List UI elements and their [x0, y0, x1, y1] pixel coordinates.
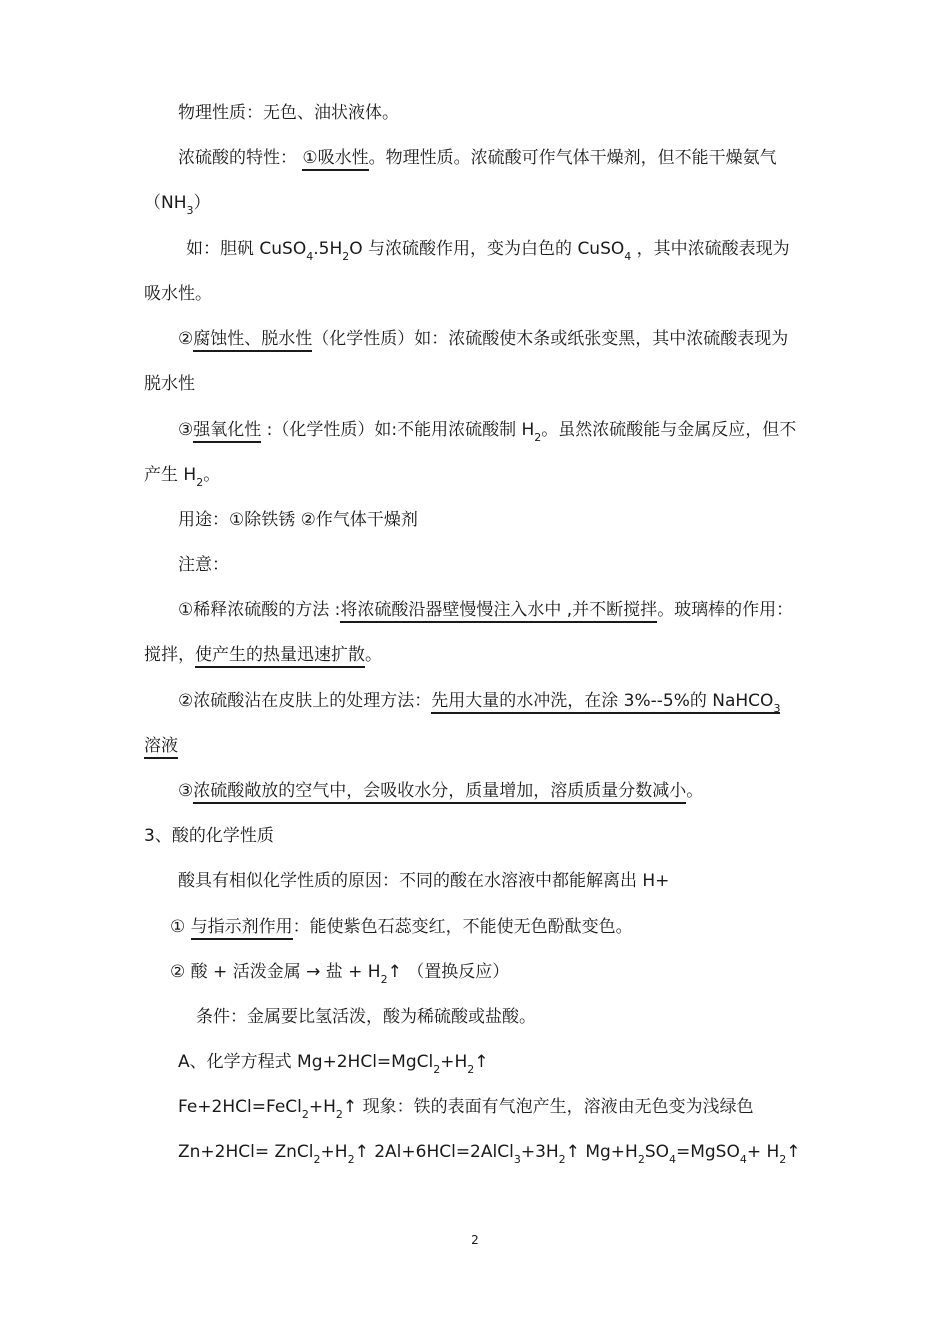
page-number: 2	[471, 1233, 479, 1247]
text-line-hygroscopic-conclusion: 吸水性。	[144, 284, 212, 304]
text-line-no-hydrogen: 产生 $H_2$。	[144, 465, 221, 489]
text-line-concentrated-acid-properties: 浓硫酸的特性： ①吸水性。物理性质。浓硫酸可作气体干燥剂，但不能干燥氨气	[178, 146, 777, 170]
text-line-strong-oxidizing: ③强氧化性 :（化学性质）如:不能用浓硫酸制 $H_2$。虽然浓硫酸能与金属反应，但不	[178, 420, 797, 444]
text-line-dehydrating-conclusion: 脱水性	[144, 374, 195, 394]
text-line-indicator-reaction: ① 与指示剂作用：能使紫色石蕊变红，不能使无色酚酞变色。	[170, 915, 633, 939]
equation-iron-hcl: $Fe+2HCl=FeCl_2+H_2↑$ 现象：铁的表面有气泡产生，溶液由无色变为浅绿色	[178, 1097, 754, 1121]
text-line-copper-sulfate-example: 如：胆矾 $CuSO_4.5H_2O$ 与浓硫酸作用，变为白色的 CuSO$_4$ ，其中浓硫酸表现为	[186, 239, 790, 263]
text-line-notice: 注意：	[178, 555, 229, 575]
equation-zinc-aluminum-magnesium: $Zn+2HCl= ZnCl_2+H_2↑$ $2Al+6HCl=2AlCl_3+3H_2↑$ $Mg+H_2SO_4=MgSO_4+$ $H_2↑$	[178, 1142, 801, 1166]
text-line-acid-metal-reaction: ② 酸 + 活泼金属 → 盐 + $H_2↑$ （置换反应）	[170, 962, 510, 986]
text-line-uses: 用途：①除铁锈 ②作气体干燥剂	[178, 510, 418, 530]
underlined-term-oxidizing: 强氧化性	[193, 420, 261, 443]
underlined-open-air-exposure: 浓硫酸敞放的空气中，会吸收水分，质量增加，溶质质量分数减小	[193, 781, 686, 804]
text-line-skin-treatment: ②浓硫酸沾在皮肤上的处理方法：先用大量的水冲洗，在涂 3%--5%的 NaHCO$_3$	[178, 691, 781, 715]
underlined-term-hygroscopic: ①吸水性	[302, 148, 368, 171]
underlined-skin-treatment: 先用大量的水冲洗，在涂 3%--5%的 NaHCO$_3$	[431, 691, 781, 715]
section-heading-acid-chemical-properties: 3、酸的化学性质	[144, 826, 274, 846]
underlined-heat-dissipation: 使产生的热量迅速扩散	[195, 645, 365, 668]
underlined-term-corrosive: 腐蚀性、脱水性	[193, 329, 312, 352]
text-line-corrosive-dehydrating: ②腐蚀性、脱水性（化学性质）如：浓硫酸使木条或纸张变黑，其中浓硫酸表现为	[178, 327, 788, 351]
text-line-open-air-exposure: ③浓硫酸敞放的空气中，会吸收水分，质量增加，溶质质量分数减小。	[178, 779, 703, 803]
text-line-dilution-method: ①稀释浓硫酸的方法 :将浓硫酸沿器壁慢慢注入水中 ,并不断搅拌。玻璃棒的作用：	[178, 598, 793, 622]
equation-magnesium-hcl: A、化学方程式 $Mg+2HCl=MgCl_2+H_2↑$	[178, 1052, 489, 1076]
text-line-solution	[144, 734, 178, 758]
text-line-ammonia: $(NH_3)$	[144, 193, 211, 217]
underlined-dilution-method: 将浓硫酸沿器壁慢慢注入水中 ,并不断搅拌	[340, 600, 657, 623]
text-line-condition: 条件：金属要比氢活泼，酸为稀硫酸或盐酸。	[196, 1007, 536, 1027]
text-line-common-reason: 酸具有相似化学性质的原因：不同的酸在水溶液中都能解离出 H+	[178, 871, 670, 891]
text-line-physical-properties: 物理性质：无色、油状液体。	[178, 103, 399, 123]
underlined-solution: 溶液	[144, 736, 178, 759]
underlined-indicator: 与指示剂作用	[191, 917, 293, 940]
text-line-stirring: 搅拌，使产生的热量迅速扩散。	[144, 643, 382, 667]
